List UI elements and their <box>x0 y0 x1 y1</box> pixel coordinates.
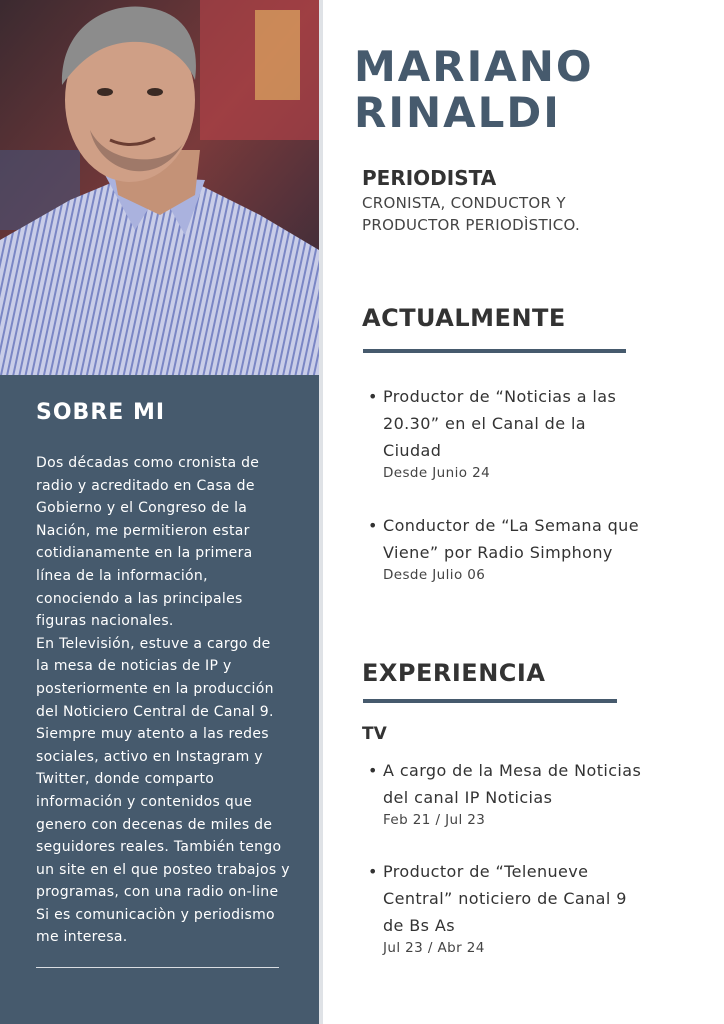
bullet-icon: • <box>368 862 378 881</box>
current-item <box>368 383 698 481</box>
about-line: programas, con una radio on-line <box>36 884 279 901</box>
about-line: Nación, me permitieron estar <box>36 522 250 539</box>
about-line: la mesa de noticias de IP y <box>36 658 232 675</box>
item-line: de Bs As <box>383 916 455 935</box>
about-line: Gobierno y el Congreso de la <box>36 500 248 517</box>
bullet-icon: • <box>368 387 378 406</box>
experience-item <box>368 858 698 956</box>
about-line: posteriormente en la producción <box>36 680 274 697</box>
about-line: En Televisión, estuve a cargo de <box>36 635 271 652</box>
about-line: del Noticiero Central de Canal 9. <box>36 703 274 720</box>
about-line: Twitter, donde comparto <box>36 771 215 788</box>
about-line: información y contenidos que <box>36 793 253 810</box>
about-line: Si es comunicaciòn y periodismo <box>36 906 275 923</box>
about-line: figuras nacionales. <box>36 613 174 630</box>
experience-subtitle: TV <box>362 724 387 744</box>
about-line: me interesa. <box>36 929 128 946</box>
role-desc-line: PRODUCTOR PERIODÌSTICO. <box>362 216 581 234</box>
role-description <box>362 192 580 236</box>
about-line: Dos décadas como cronista de <box>36 455 260 471</box>
name-last: RINALDI <box>354 88 561 137</box>
sidebar-panel <box>0 0 319 1024</box>
item-date: Desde Junio 24 <box>383 465 491 481</box>
about-line: seguidores reales. También tengo <box>36 839 282 856</box>
item-date: Desde Julio 06 <box>383 567 486 583</box>
about-line: conociendo a las principales <box>36 590 243 607</box>
profile-photo-graphic <box>0 0 319 375</box>
name-first: MARIANO <box>354 42 594 91</box>
role-desc-line: CRONISTA, CONDUCTOR Y <box>362 194 566 212</box>
item-line: Productor de “Telenueve <box>383 862 589 881</box>
experience-item <box>368 757 698 828</box>
current-item <box>368 512 698 583</box>
about-line: sociales, activo en Instagram y <box>36 748 263 765</box>
current-section-title: ACTUALMENTE <box>362 304 566 332</box>
person-name <box>354 44 594 136</box>
item-date: Feb 21 / Jul 23 <box>383 812 486 828</box>
item-date: Jul 23 / Abr 24 <box>383 940 485 956</box>
item-line: 20.30” en el Canal de la <box>383 414 587 433</box>
item-line: Viene” por Radio Simphony <box>383 543 613 562</box>
item-line: Productor de “Noticias a las <box>383 387 617 406</box>
bullet-icon: • <box>368 761 378 780</box>
about-text <box>36 452 306 949</box>
item-line: del canal IP Noticias <box>383 788 553 807</box>
about-line: radio y acreditado en Casa de <box>36 477 255 494</box>
column-divider <box>319 0 323 1024</box>
item-line: Ciudad <box>383 441 442 460</box>
experience-section-title: EXPERIENCIA <box>362 659 546 687</box>
about-line: cotidianamente en la primera <box>36 545 253 562</box>
role-title: PERIODISTA <box>362 166 497 190</box>
current-section-rule <box>363 349 626 353</box>
about-line: un site en el que posteo trabajos y <box>36 861 290 878</box>
item-line: Conductor de “La Semana que <box>383 516 639 535</box>
experience-section-rule <box>363 699 617 703</box>
about-line: genero con decenas de miles de <box>36 816 273 833</box>
item-line: A cargo de la Mesa de Noticias <box>383 761 642 780</box>
about-line: Siempre muy atento a las redes <box>36 726 269 743</box>
about-line: línea de la información, <box>36 567 208 584</box>
profile-photo <box>0 0 319 375</box>
bullet-icon: • <box>368 516 378 535</box>
about-title: SOBRE MI <box>36 400 166 425</box>
about-divider <box>36 967 279 968</box>
item-line: Central” noticiero de Canal 9 <box>383 889 627 908</box>
